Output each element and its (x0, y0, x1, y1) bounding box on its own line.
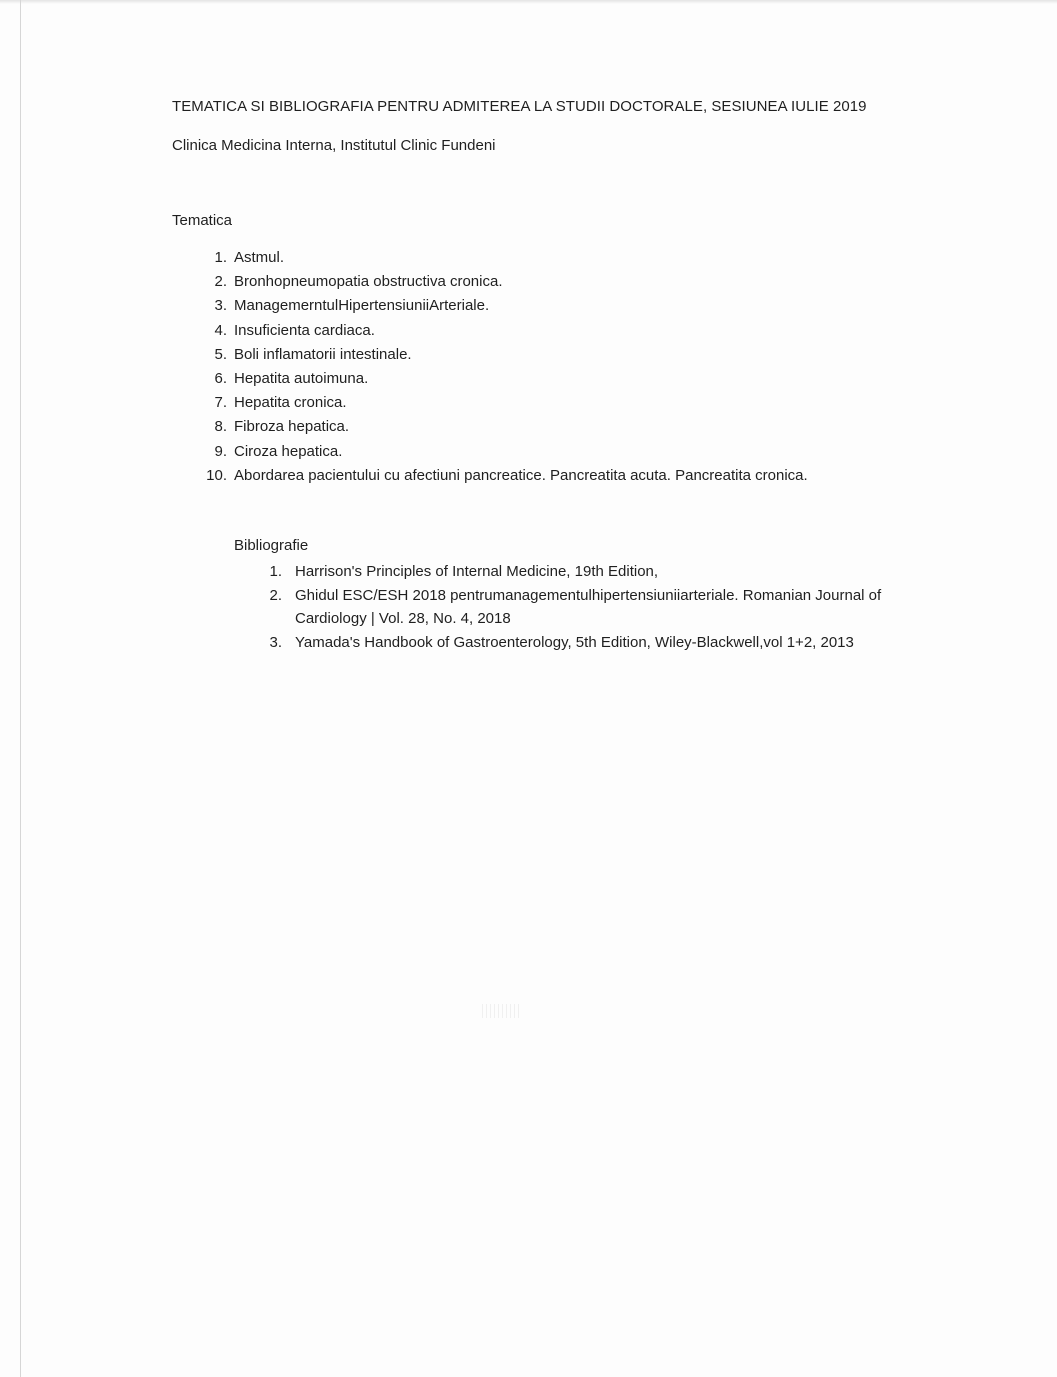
list-item-text: Boli inflamatorii intestinale. (234, 345, 412, 363)
scan-artifact (482, 1004, 522, 1018)
reference-number: 3. (269, 633, 282, 651)
reference-item (262, 584, 935, 631)
reference-item (262, 631, 935, 655)
list-item-text: Ciroza hepatica. (234, 442, 343, 460)
list-item (200, 393, 808, 417)
list-item-text: Astmul. (234, 249, 285, 266)
scan-edge-top (0, 0, 1057, 4)
list-item-number: 1. (214, 249, 227, 266)
list-item (200, 417, 808, 441)
list-item (200, 321, 808, 345)
reference-number: 1. (269, 563, 282, 580)
list-item-number: 6. (214, 369, 227, 387)
list-item-number: 2. (214, 273, 227, 291)
list-item (200, 296, 808, 320)
scan-edge-left (20, 0, 21, 1377)
list-item-number: 3. (214, 297, 227, 315)
list-item-number: 7. (214, 394, 227, 412)
list-item-number: 8. (214, 418, 227, 436)
bibliografie-heading: Bibliografie (234, 537, 309, 554)
bibliografie-list (262, 560, 935, 654)
list-item-text: Hepatita cronica. (234, 394, 347, 412)
list-item (200, 345, 808, 369)
list-item-text: Abordarea pacientului cu afectiuni pancreatice. Pancreatita acuta. Pancreatita cronica. (234, 466, 808, 484)
tematica-heading: Tematica (172, 212, 233, 229)
list-item-text: Hepatita autoimuna. (234, 369, 369, 387)
reference-item (262, 560, 935, 584)
reference-text: Yamada's Handbook of Gastroenterology, 5th Edition, Wiley-Blackwell,vol 1+2, 2013 (295, 633, 854, 651)
list-item (200, 369, 808, 393)
list-item (200, 442, 808, 466)
list-item (200, 248, 808, 272)
list-item-text: ManagemerntulHipertensiuniiArteriale. (234, 297, 490, 315)
reference-text: Harrison's Principles of Internal Medicine, 19th Edition, (295, 563, 659, 580)
list-item-text: Bronhopneumopatia obstructiva cronica. (234, 273, 503, 291)
list-item-text: Fibroza hepatica. (234, 418, 350, 436)
document-title: TEMATICA SI BIBLIOGRAFIA PENTRU ADMITEREA LA STUDII DOCTORALE, SESIUNEA IULIE 2019 (172, 98, 867, 115)
list-item (200, 466, 808, 490)
list-item-number: 10. (206, 466, 227, 484)
reference-number: 2. (269, 586, 282, 604)
document-subtitle: Clinica Medicina Interna, Institutul Clinic Fundeni (172, 137, 496, 154)
tematica-list (200, 248, 808, 490)
list-item-text: Insuficienta cardiaca. (234, 321, 375, 339)
list-item-number: 9. (214, 442, 227, 460)
list-item-number: 5. (214, 345, 227, 363)
list-item (200, 272, 808, 296)
list-item-number: 4. (214, 321, 227, 339)
reference-text: Ghidul ESC/ESH 2018 pentrumanagementulhipertensiuniiarteriale. Romanian Journal of Cardiology | Vol. 28, No. 4, 2018 (295, 586, 882, 627)
